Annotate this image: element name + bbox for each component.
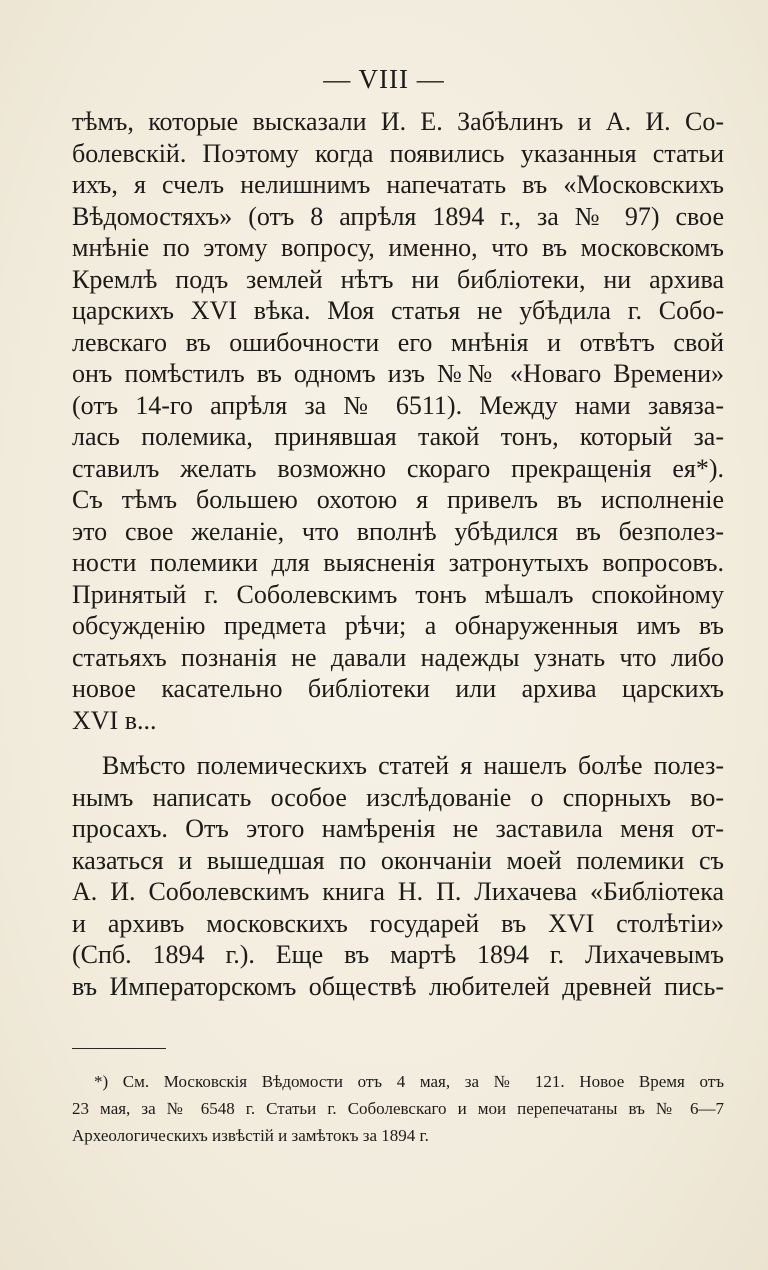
text-line: А. И. Соболевскимъ книга Н. П. Лихачева «Библіотека	[72, 877, 724, 906]
text-line: ихъ, я счелъ нелишнимъ напечатать въ «Московскихъ	[72, 170, 724, 199]
text-line: царскихъ XVI вѣка. Моя статья не убѣдила г. Собо-	[72, 296, 724, 325]
text-line: новое касательно библіотеки или архива царскихъ	[72, 674, 724, 703]
text-line: и архивъ московскихъ государей въ XVI столѣтіи»	[72, 908, 724, 938]
footnote-line: Археологическихъ извѣстій и замѣтокъ за 1894 г.	[72, 1126, 429, 1145]
text-line: мнѣніе по этому вопросу, именно, что въ московскомъ	[72, 233, 724, 262]
paragraph-1	[72, 106, 724, 736]
text-line: тѣмъ, которые высказали И. Е. Забѣлинъ и А. И. Со-	[72, 107, 724, 136]
footnote	[72, 1068, 724, 1149]
text-line: XVI в...	[72, 705, 157, 735]
text-line: статьяхъ познанія не давали надежды узнать что либо	[72, 642, 724, 672]
text-line: Принятый г. Соболевскимъ тонъ мѣшалъ спокойному	[72, 579, 724, 609]
page-number: — VIII —	[323, 64, 445, 94]
text-line: казаться и вышедшая по окончаніи моей полемики съ	[72, 845, 724, 875]
text-line: болевскій. Поэтому когда появились указанныя статьи	[72, 138, 724, 168]
paragraph-gap	[72, 736, 724, 750]
text-line: (отъ 14-го апрѣля за № 6511). Между нами завяза-	[72, 390, 724, 420]
text-line: обсужденію предмета рѣчи; а обнаруженныя имъ въ	[72, 611, 724, 640]
paragraph-2	[72, 750, 724, 1002]
footnote-divider	[72, 1048, 166, 1049]
text-line: онъ помѣстилъ въ одномъ изъ №№ «Новаго Времени»	[72, 359, 724, 388]
text-line: (Спб. 1894 г.). Еще въ мартѣ 1894 г. Лихачевымъ	[72, 940, 724, 969]
text-line: это свое желаніе, что вполнѣ убѣдился въ безполез-	[72, 516, 724, 546]
footnote-line: 23 мая, за № 6548 г. Статьи г. Соболевскаго и мои перепечатаны въ № 6—7	[72, 1099, 724, 1118]
text-line: ности полемики для выясненія затронутыхъ вопросовъ.	[72, 548, 724, 577]
text-line: ставилъ желать возможно скораго прекращенія ея*).	[72, 453, 724, 483]
text-line: левскаго въ ошибочности его мнѣнія и отвѣтъ свой	[72, 327, 724, 357]
text-line: нымъ написать особое изслѣдованіе о спорныхъ во-	[72, 782, 724, 812]
footnote-line: *) См. Московскія Вѣдомости отъ 4 мая, за № 121. Новое Время отъ	[94, 1072, 724, 1091]
text-line: лась полемика, принявшая такой тонъ, который за-	[72, 422, 724, 451]
text-line: Кремлѣ подъ землей нѣтъ ни библіотеки, ни архива	[72, 264, 724, 294]
text-line: Съ тѣмъ большею охотою я привелъ въ исполненіе	[72, 485, 724, 514]
text-line: Вмѣсто полемическихъ статей я нашелъ болѣе полез-	[102, 751, 724, 780]
text-line: Вѣдомостяхъ» (отъ 8 апрѣля 1894 г., за № 97) свое	[72, 201, 724, 231]
text-line: въ Императорскомъ обществѣ любителей древней пись-	[72, 971, 724, 1001]
text-line: просахъ. Отъ этого намѣренія не заставила меня от-	[72, 814, 724, 843]
main-text	[72, 106, 724, 1002]
